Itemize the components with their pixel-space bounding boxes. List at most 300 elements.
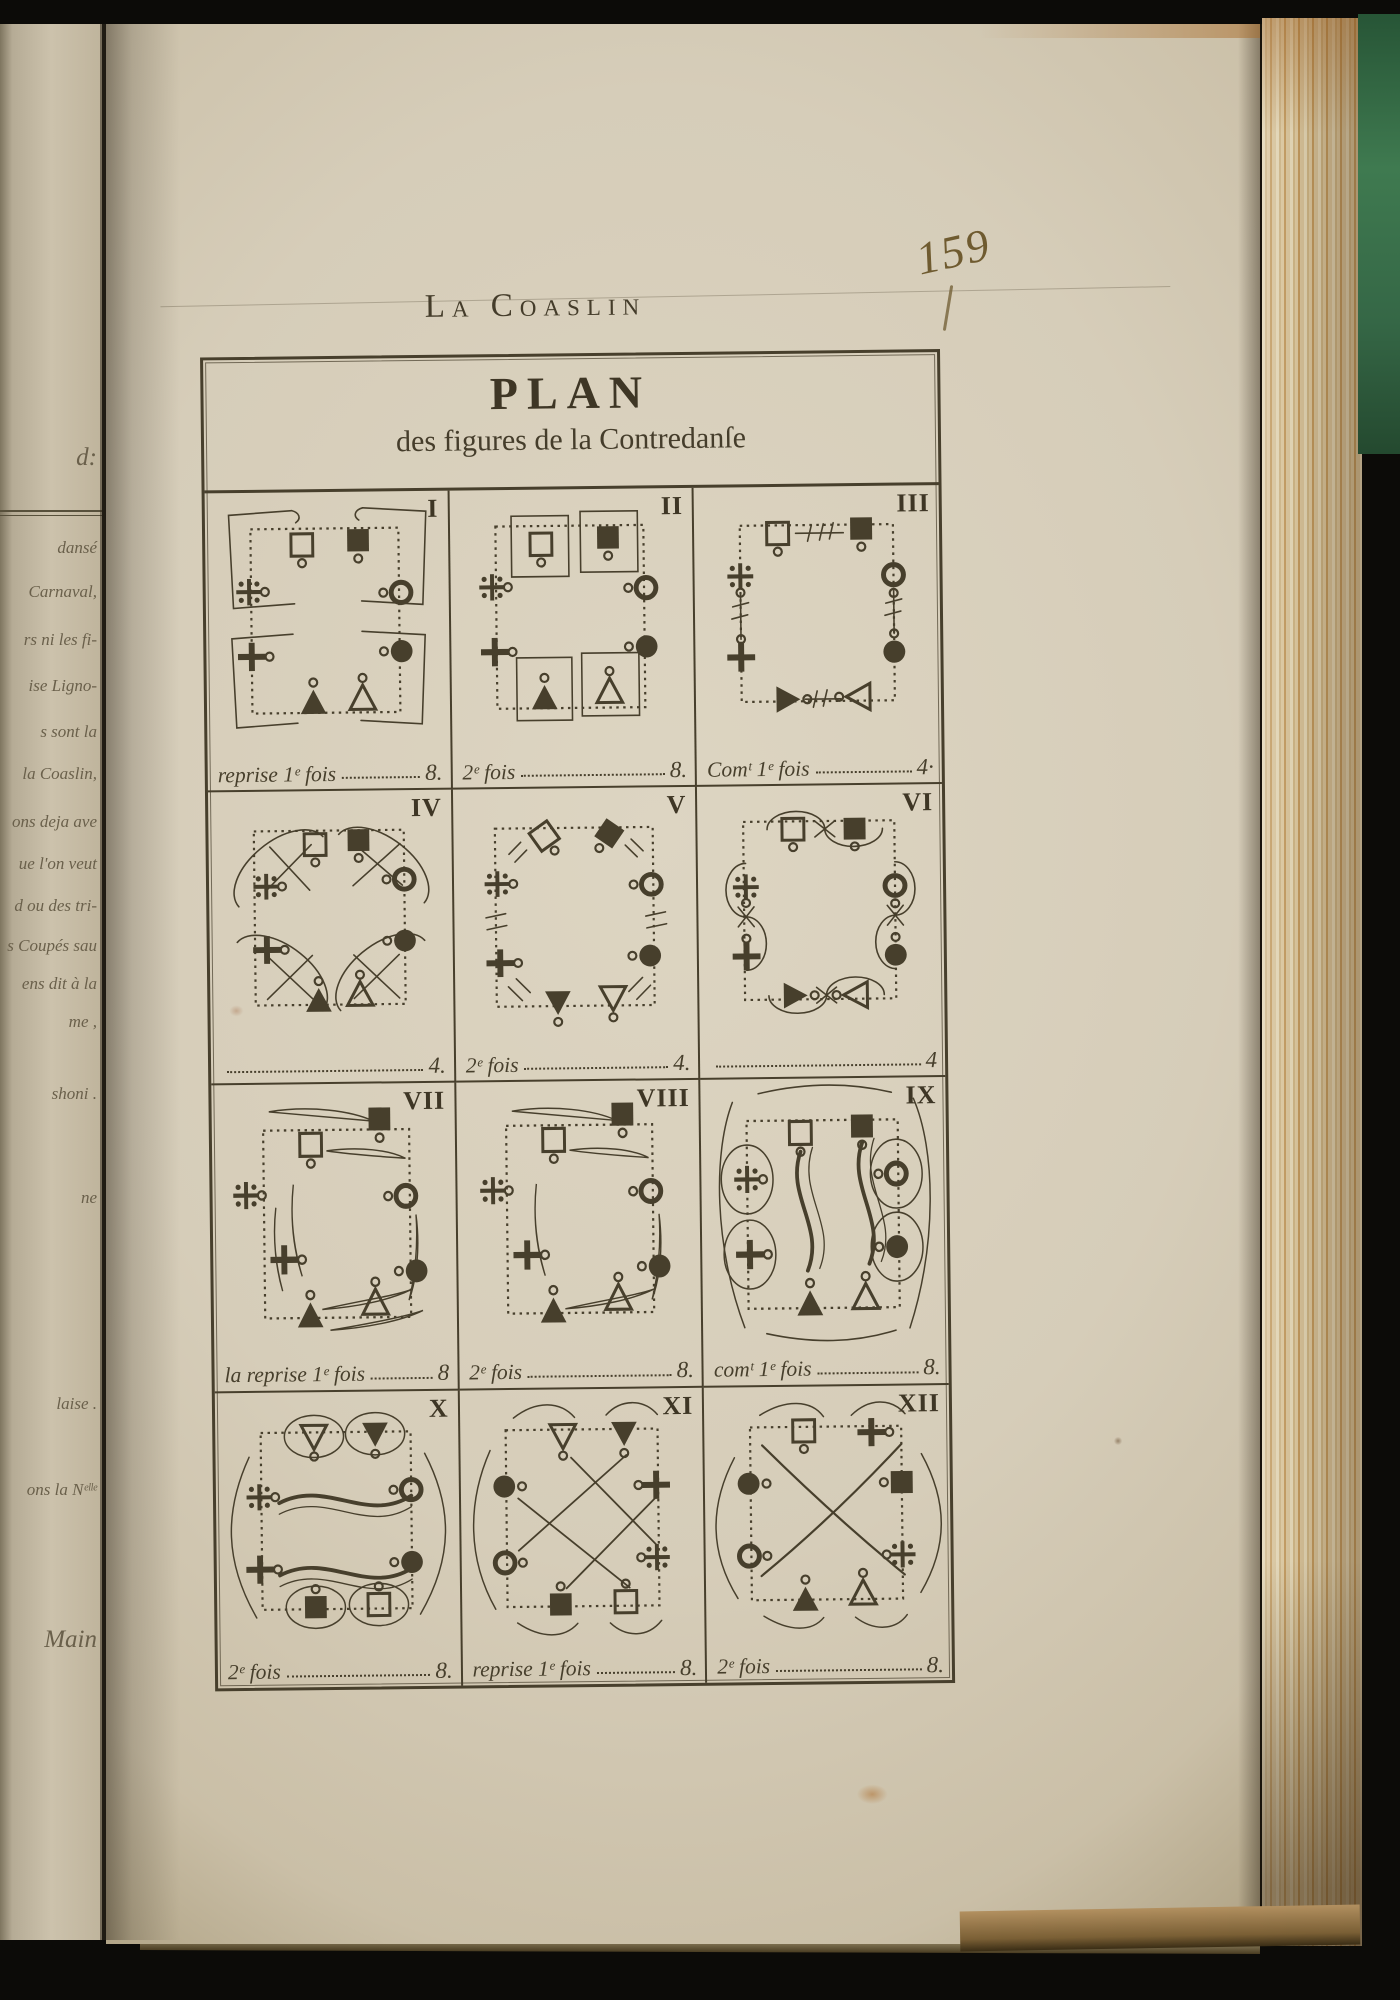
caption-dotted-leader [342,776,420,779]
caption-label: reprise 1ᵉ fois [217,761,337,787]
figure-drawing [453,787,699,1047]
facing-ring [625,642,633,650]
dancer-symbol-fc [395,1260,428,1283]
dancer-symbol-fsq [611,1103,633,1138]
caption-label: 2ᵉ fois [465,1052,519,1078]
facing-ring [875,1170,883,1178]
figure-path [231,1457,257,1618]
dancer-symbol-fsq [347,529,369,563]
facing-ring [519,1558,527,1566]
margin-text-fragment: la Coaslin, [22,764,97,783]
facing-ring [605,667,613,675]
figure-path [820,524,824,540]
margin-text-fragment: ise Ligno- [28,676,97,695]
figure-caption [717,1652,944,1680]
caption-label: comᵗ 1ᵉ fois [713,1356,812,1382]
caption-label: 2ᵉ fois [462,759,516,785]
dancer-symbol-oc [629,1181,661,1202]
facing-ring [383,876,391,884]
figure-drawing [697,784,945,1044]
dance-square-dotted [747,1120,900,1310]
facing-ring [609,1014,617,1022]
dancer-symbol-fsq [368,1108,390,1143]
facing-ring [310,1452,318,1460]
facing-ring [380,647,388,655]
figure-cell-VI [697,784,945,1080]
dancer-symbol-cr [733,935,761,971]
dancer-symbol-st [484,871,517,897]
dancer-symbol-oc [875,1164,907,1185]
figure-cell-VII [211,1083,459,1393]
caption-measure-count: 8. [679,1654,698,1680]
facing-ring [307,1160,315,1168]
margin-text-fragment: ens dit à la [21,974,97,993]
dancer-symbol-ot [350,674,376,710]
figure-path [885,611,901,615]
facing-ring [518,1482,526,1490]
facing-ring [298,1256,306,1264]
page-content [97,18,1273,1951]
figure-drawing [208,790,454,1050]
figure-drawing [701,1078,949,1352]
figure-path [511,516,569,577]
dance-square-dotted [495,525,645,709]
dancer-symbol-osq [300,1134,322,1169]
dance-square-dotted [254,830,406,1006]
facing-ring [764,1251,772,1259]
caption-label: 2ᵉ fois [227,1659,281,1685]
facing-ring [859,1569,867,1577]
facing-ring [504,583,512,591]
facing-ring [886,1428,894,1436]
dancer-symbol-ft [300,678,326,714]
dancer-symbol-ft [784,983,819,1009]
caption-dotted-leader [227,1069,423,1073]
dance-square-dotted [506,1125,654,1314]
caption-measure-count: 8. [676,1357,695,1383]
figure-numeral: X [428,1393,449,1423]
facing-ring [876,1243,884,1251]
margin-text-fragment: s sont la [40,722,97,741]
figure-path [823,690,827,706]
book-page [106,24,1260,1944]
figure-path [636,985,650,999]
figure-caption [472,1655,697,1683]
dancer-symbol-fc [624,635,657,658]
dancer-symbol-oc [495,1552,527,1572]
figure-caption [228,1657,453,1685]
facing-ring [514,959,522,967]
facing-ring [549,1155,557,1163]
figure-cell-I [205,491,453,793]
figure-numeral: V [666,790,687,820]
figure-caption [221,1053,446,1081]
bottom-page-edges [960,1905,1361,1952]
figure-drawing [205,491,451,757]
caption-measure-count: 8. [926,1651,945,1677]
dancer-symbol-cr [727,635,755,672]
dancer-symbol-st [733,874,759,907]
caption-dotted-leader [716,1064,920,1068]
facing-ring [315,977,323,985]
dancer-symbol-ot [833,982,868,1008]
figure-path [279,1494,411,1506]
dancer-symbol-osq [542,1129,564,1164]
figure-path [516,979,530,993]
facing-ring [371,1450,379,1458]
facing-ring [833,991,841,999]
facing-ring [389,1485,397,1493]
figure-cell-X [215,1390,463,1688]
figure-path [719,1103,745,1329]
folio-number: 159 [911,218,996,285]
facing-ring [628,952,636,960]
dance-square-dotted [494,827,654,1007]
facing-ring [629,881,637,889]
facing-ring [763,1479,771,1487]
dancer-symbol-osq [767,522,789,556]
figure-drawing [459,1388,705,1652]
figure-path [797,1152,813,1271]
facing-ring [261,588,269,596]
facing-ring [764,1552,772,1560]
figure-numeral: VI [902,787,934,817]
dancer-symbol-oc [624,577,656,598]
margin-text-fragment: rs ni les fi- [23,630,97,649]
margin-text-fragment: Main [44,1626,97,1653]
dancer-symbol-st [480,1177,513,1204]
figure-drawing [215,1390,461,1654]
figure-path [355,508,363,520]
margin-text-fragment: ons deja ave [12,812,97,831]
dancer-symbol-fsq [850,517,872,551]
dancer-symbol-osq [304,834,326,867]
margin-text-fragment: s Coupés sau [7,936,97,955]
figure-path [472,1450,495,1609]
dancer-symbol-fc [628,945,661,967]
caption-dotted-leader [525,1067,669,1071]
running-title: La Coaslin [424,286,647,325]
figure-path [908,1099,932,1329]
dancer-symbol-cr [513,1241,549,1271]
figure-path [517,1455,627,1551]
facing-ring [802,1575,810,1583]
caption-dotted-leader [776,1668,922,1672]
caption-label: Comᵗ 1ᵉ fois [706,756,810,782]
figure-path [870,1139,922,1208]
figure-numeral: I [427,493,439,523]
facing-ring [614,1273,622,1281]
dancer-symbol-oc [740,1546,772,1566]
caption-label: la reprise 1ᵉ fois [224,1361,366,1388]
dancer-symbol-cr [858,1418,894,1447]
dancer-symbol-ft [545,991,571,1026]
facing-ring [593,843,604,854]
caption-dotted-leader [521,773,665,777]
figure-path [571,1456,657,1545]
facing-ring [359,674,367,682]
facing-ring [759,1176,767,1184]
dancer-symbol-ot [853,1272,879,1309]
margin-text-fragment: shoni . [51,1084,97,1103]
figure-cell-V [453,787,701,1083]
facing-ring [356,971,364,979]
facing-ring [379,589,387,597]
dance-square-dotted [261,1431,413,1610]
dance-square-dotted [743,820,896,1000]
figure-caption [714,1355,941,1383]
dancer-symbol-ft [362,1422,388,1457]
figure-numeral: VIII [636,1083,690,1114]
caption-measure-count: 4 [925,1047,938,1073]
figure-drawing [211,1083,457,1357]
facing-ring [629,1187,637,1195]
caption-dotted-leader [528,1374,672,1378]
dancer-symbol-ot [301,1425,327,1460]
facing-ring [309,678,317,686]
facing-ring [509,880,517,888]
figure-numeral: XII [897,1387,941,1418]
dancer-symbol-osq [529,821,566,860]
figure-cell-XII [704,1385,952,1683]
figure-path [631,839,643,851]
dancer-symbol-fsq [880,1471,913,1493]
dancer-symbol-cr [480,638,516,667]
figure-path [514,850,526,862]
figure-path [279,1505,411,1517]
dance-square-dotted [250,528,400,714]
facing-ring [549,1286,557,1294]
figure-numeral: II [660,490,684,521]
figure-path [716,1458,739,1599]
caption-dotted-leader [816,771,912,774]
figure-path [419,1453,447,1614]
figure-path [920,1453,943,1592]
facing-ring [274,1565,282,1573]
plate-header [203,352,938,493]
caption-dotted-leader [818,1371,919,1374]
caption-label: 2ᵉ fois [469,1359,523,1385]
facing-page-edge [0,24,102,1940]
dancer-symbol-ft [611,1421,637,1456]
caption-label: reprise 1ᵉ fois [472,1656,592,1682]
facing-ring [376,1134,384,1142]
top-edge-tint [980,24,1260,38]
dancer-symbol-oc [629,875,661,895]
figure-cell-VIII [456,1080,704,1390]
figure-path [767,811,825,829]
figure-path [518,1497,630,1589]
dancer-symbol-cr [486,949,522,977]
figure-path [758,1085,891,1094]
dancer-symbol-fc [738,1472,771,1494]
caption-measure-count: 4. [428,1052,446,1079]
facing-ring [540,674,548,682]
margin-text-fragment: me , [68,1012,97,1031]
dancer-symbol-osq [530,533,552,567]
facing-ring [556,1582,564,1590]
dancer-symbol-ft [531,674,557,710]
caption-dotted-leader [371,1377,433,1380]
figure-path [233,830,323,907]
figure-path [269,1109,374,1123]
figure-path [796,533,844,534]
dancer-symbol-fc [493,1475,526,1497]
figure-path [610,1620,661,1634]
figure-path [326,1149,405,1160]
facing-ring [806,1279,814,1287]
dancer-symbol-fc [637,1255,670,1278]
dancer-symbol-oc [379,582,411,603]
dancer-symbol-ot [605,1273,631,1310]
dancer-symbol-fc [883,629,905,663]
dancer-symbol-st [734,1166,767,1193]
dancer-symbol-st [728,563,754,597]
plate-subtitle: des figures de la Contredanſe [395,421,747,459]
dancer-symbol-st [246,1484,279,1510]
dancer-symbol-fsq [305,1585,327,1618]
facing-ring [634,1481,642,1489]
dancer-symbol-fc [390,1551,423,1573]
dancer-symbol-fsq [597,526,619,560]
figure-path [486,914,506,918]
figure-caption [707,754,934,782]
facing-ring [390,1558,398,1566]
fore-edge-pages [1262,18,1362,1946]
figure-numeral: XI [662,1390,694,1421]
facing-ring [774,548,782,556]
figure-caption [224,1360,449,1388]
dancer-symbol-ft [797,1279,823,1316]
dancer-symbol-oc [384,1186,416,1207]
dancer-symbol-st [233,1182,266,1209]
dancer-symbol-fc [380,640,413,663]
dancer-symbol-ot [347,971,373,1006]
facing-ring [624,584,632,592]
dancer-symbol-cr [634,1470,670,1499]
dancer-symbol-ft [297,1291,323,1328]
facing-ring [355,854,363,862]
figure-cell-III [694,485,942,787]
facing-ring [862,1272,870,1280]
figure-numeral: IX [905,1080,937,1110]
facing-ring [637,1553,645,1561]
dancer-symbol-oc [389,1479,421,1499]
caption-label: 2ᵉ fois [717,1654,771,1680]
figure-numeral: III [896,488,930,518]
facing-ring [271,1493,279,1501]
margin-text-fragment: d ou des tri- [14,896,97,915]
dancer-symbol-ft [793,1575,819,1610]
facing-ring [618,1129,626,1137]
figure-path [517,1622,577,1635]
plate-title: PLAN [489,366,652,420]
facing-ring [811,991,819,999]
facing-ring [554,1018,562,1026]
figure-path [628,978,642,992]
engraved-plate [200,349,955,1691]
figure-path [280,1566,412,1578]
facing-ring [604,552,612,560]
book-cover [1358,14,1400,454]
folio-flourish [943,285,953,331]
figure-path [292,511,300,523]
figure-drawing [704,1385,952,1649]
figure-grid [205,485,953,1688]
figure-path [511,1108,616,1122]
figure-path [645,912,665,916]
facing-ring [281,946,289,954]
facing-ring [266,653,274,661]
facing-ring [384,1192,392,1200]
caption-measure-count: 4. [673,1050,691,1076]
facing-ring [371,1278,379,1286]
caption-dotted-leader [597,1671,675,1674]
dancer-symbol-fsq [588,818,624,857]
margin-text-fragment: ne [80,1188,97,1207]
caption-measure-count: 8. [669,756,688,783]
margin-text-fragment: laise . [56,1394,97,1413]
dancer-symbol-fsq [347,829,369,862]
figure-path [508,843,520,855]
figure-cell-II [449,488,697,790]
figure-path [280,1578,412,1590]
facing-ring [541,1251,549,1259]
facing-ring [537,558,545,566]
facing-ring [835,693,843,701]
facing-ring [559,1451,567,1459]
figure-caption [218,760,443,788]
facing-ring [311,859,319,867]
facing-ring [258,1192,266,1200]
dancer-symbol-fc [885,933,907,966]
dancer-symbol-osq [793,1419,815,1452]
facing-ring [883,1550,891,1558]
dance-square-dotted [740,524,895,702]
figure-drawing [694,485,942,751]
figure-drawing [449,488,695,754]
dancer-symbol-st [236,579,269,606]
caption-measure-count: 8 [437,1360,450,1386]
figure-drawing [456,1080,702,1354]
figure-cell-XI [459,1388,707,1686]
dancer-symbol-cr [246,1555,282,1584]
figure-caption [462,757,687,785]
dancer-symbol-osq [291,534,313,568]
dancer-symbol-cr [736,1240,772,1270]
dancer-symbol-fc [383,930,416,952]
facing-ring [508,648,516,656]
facing-ring [638,1262,646,1270]
caption-measure-count: 8. [425,759,443,785]
figure-path [569,1148,648,1159]
dancer-symbol-cr [238,642,274,671]
facing-ring [880,1478,888,1486]
facing-ring [395,1267,403,1275]
figure-path [767,1331,896,1342]
dancer-symbol-osq [782,819,804,852]
dancer-symbol-ot [596,667,622,703]
margin-text-fragment: ons la Nᵉˡˡᵉ [26,1480,97,1499]
dance-square-dotted [750,1426,903,1601]
figure-cell-IX [701,1078,949,1388]
figure-cell-IV [208,790,456,1086]
figure-path [647,924,667,928]
figure-caption [469,1357,694,1385]
margin-text-fragment: ue l'on veut [18,854,97,873]
figure-path [565,1497,657,1588]
facing-ring [789,843,797,851]
